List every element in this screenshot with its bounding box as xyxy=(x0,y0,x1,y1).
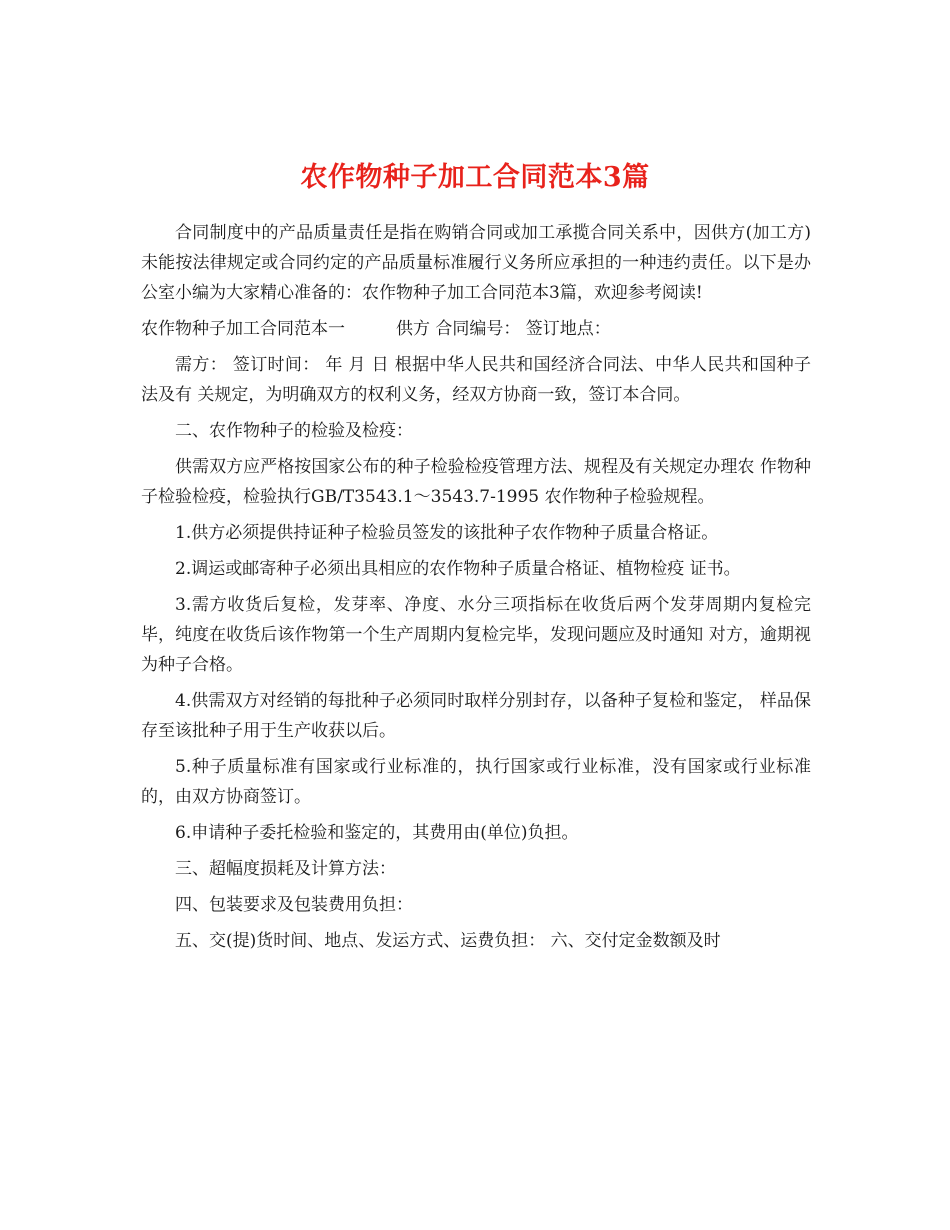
section-heading-delivery: 五、交(提)货时间、地点、发运方式、运费负担： 六、交付定金数额及时 xyxy=(175,931,721,951)
section-heading-packaging: 四、包装要求及包装费用负担： xyxy=(175,895,413,915)
intro-paragraph: 合同制度中的产品质量责任是指在购销合同或加工承揽合同关系中，因供方(加工方)未能按法律规定或合同约定的产品质量标准履行义务所应承担的一种违约责任。以下是办公室小编为大家精心准备的：农作物种子加工合同范本3篇，欢迎参考阅读! xyxy=(141,223,811,303)
clause-4: 4.供需双方对经销的每批种子必须同时取样分别封存，以备种子复检和鉴定， 样品保存至该批种子用于生产收获以后。 xyxy=(141,691,811,741)
section-heading-inspection: 二、农作物种子的检验及检疫： xyxy=(175,421,413,441)
inspection-paragraph: 供需双方应严格按国家公布的种子检验检疫管理方法、规程及有关规定办理农 作物种子检验检疫，检验执行GB/T3543.1～3543.7-1995 农作物种子检验规程。 xyxy=(141,457,811,507)
document-title: 农作物种子加工合同范本3篇 xyxy=(300,162,650,194)
clause-2: 2.调运或邮寄种子必须出具相应的农作物种子质量合格证、植物检疫 证书。 xyxy=(175,559,741,579)
section-heading-loss: 三、超幅度损耗及计算方法： xyxy=(175,859,396,879)
clause-5: 5.种子质量标准有国家或行业标准的，执行国家或行业标准，没有国家或行业标准的，由双方协商签订。 xyxy=(141,757,811,807)
contract-header-line: 农作物种子加工合同范本一 供方 合同编号： 签订地点： xyxy=(141,319,611,339)
clause-3: 3.需方收货后复检，发芽率、净度、水分三项指标在收货后两个发芽周期内复检完毕，纯度在收货后该作物第一个生产周期内复检完毕，发现问题应及时通知 对方，逾期视为种子合格。 xyxy=(141,595,811,675)
document-body xyxy=(141,218,811,962)
clause-1: 1.供方必须提供持证种子检验员签发的该批种子农作物种子质量合格证。 xyxy=(175,523,719,543)
buyer-paragraph: 需方： 签订时间： 年 月 日 根据中华人民共和国经济合同法、中华人民共和国种子法及有 关规定，为明确双方的权利义务，经双方协商一致，签订本合同。 xyxy=(141,355,811,405)
clause-6: 6.申请种子委托检验和鉴定的，其费用由(单位)负担。 xyxy=(175,823,579,843)
